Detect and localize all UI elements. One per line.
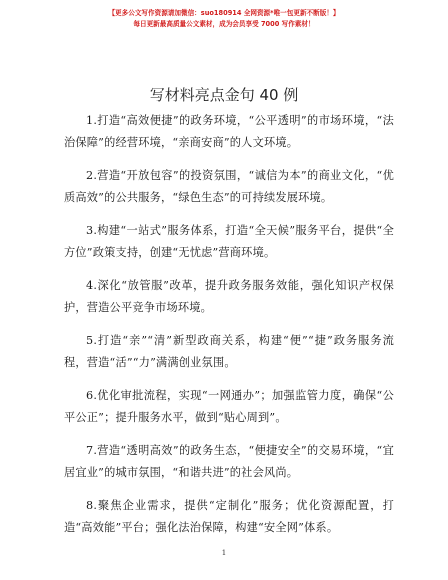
- promo-banner: [0, 8, 448, 30]
- list-item: 8.聚焦企业需求，提供“定制化”服务；优化资源配置，打造“高效能”平台；强化法治保障，构建“安全网”体系。: [64, 499, 394, 534]
- list-item: 7.营造“透明高效”的政务生态，“便捷安全”的交易环境，“宜居宜业”的城市氛围，“和谐共进”的社会风尚。: [64, 444, 394, 479]
- page-number: 1: [221, 549, 227, 557]
- list-item: 4.深化“放管服”改革，提升政务服务效能，强化知识产权保护，营造公平竞争市场环境。: [64, 279, 394, 314]
- promo-banner-line-2: 每日更新最高质量公文素材，成为会员享受 7000 写作素材！: [133, 20, 315, 28]
- document-title: 写材料亮点金句 40 例: [149, 86, 299, 104]
- list-item: 5.打造“亲”“清”新型政商关系，构建“便”“捷”政务服务流程，营造“活”“力”满满创业氛围。: [64, 334, 394, 369]
- list-item: 2.营造“开放包容”的投资氛围，“诚信为本”的商业文化，“优质高效”的公共服务，“绿色生态”的可持续发展环境。: [64, 169, 394, 204]
- list-item: 6.优化审批流程，实现“一网通办”；加强监管力度，确保“公平公正”；提升服务水平，做到“贴心周到”。: [64, 389, 394, 424]
- promo-banner-line-1: 【更多公文写作资源请加微信：suo180914 全网资源*唯一包更新不断版！】: [108, 9, 340, 17]
- list-item: 1.打造“高效便捷”的政务环境，“公平透明”的市场环境，“法治保障”的经营环境，“亲商安商”的人文环境。: [64, 114, 394, 149]
- list-item: 3.构建“一站式”服务体系，打造“全天候”服务平台，提供“全方位”政策支持，创建“无忧虑”营商环境。: [64, 224, 394, 259]
- item-list: [64, 110, 394, 550]
